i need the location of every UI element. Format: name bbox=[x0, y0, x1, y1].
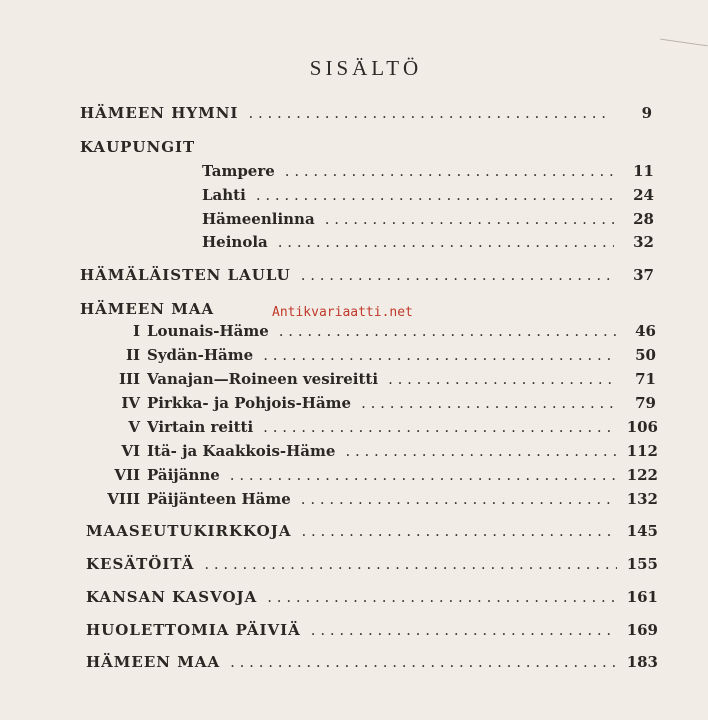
toc-page-number: 106 bbox=[626, 418, 658, 436]
toc-label: Vanajan—Roineen vesireitti bbox=[147, 370, 379, 388]
chapter-number: VII bbox=[114, 466, 140, 484]
toc-page-number: 37 bbox=[633, 266, 654, 284]
dot-leader bbox=[279, 322, 616, 340]
toc-page-number: 71 bbox=[635, 370, 656, 388]
toc-page-number: 145 bbox=[626, 522, 658, 540]
watermark: Antikvariaatti.net bbox=[272, 305, 413, 320]
toc-label: Päijänteen Häme bbox=[147, 490, 291, 508]
toc-page-number: 28 bbox=[633, 210, 654, 228]
toc-page-number: 11 bbox=[633, 162, 654, 180]
toc-label: Hämeenlinna bbox=[202, 210, 315, 228]
chapter-number: II bbox=[125, 346, 140, 364]
chapter-number: VI bbox=[121, 442, 140, 460]
toc-page-number: 112 bbox=[626, 442, 658, 460]
chapter-number: IV bbox=[121, 394, 140, 412]
toc-heading-hameen-maa: HÄMEEN MAA bbox=[80, 300, 215, 318]
toc-heading-kaupungit: KAUPUNGIT bbox=[80, 138, 196, 156]
toc-label: Pirkka- ja Pohjois-Häme bbox=[147, 394, 352, 412]
toc-page-number: 24 bbox=[633, 186, 654, 204]
toc-entry-chapter-1 bbox=[100, 322, 656, 344]
toc-entry-section-5 bbox=[86, 653, 658, 675]
dot-leader bbox=[301, 266, 614, 284]
toc-label: MAASEUTUKIRKKOJA bbox=[86, 522, 292, 540]
chapter-number: III bbox=[118, 370, 140, 388]
dot-leader bbox=[388, 370, 616, 388]
toc-entry-laulu bbox=[80, 266, 654, 288]
toc-label: Tampere bbox=[202, 162, 275, 180]
toc-entry-section-1 bbox=[86, 522, 658, 544]
toc-page-number: 46 bbox=[635, 322, 656, 340]
dot-leader bbox=[311, 621, 617, 639]
dot-leader bbox=[263, 346, 616, 364]
dot-leader bbox=[256, 186, 614, 204]
toc-entry-section-2 bbox=[86, 555, 658, 577]
toc-entry-hameenlinna bbox=[202, 210, 654, 232]
toc-label: HÄMEEN HYMNI bbox=[80, 104, 239, 122]
toc-label: Virtain reitti bbox=[147, 418, 254, 436]
chapter-number: I bbox=[132, 322, 140, 340]
toc-label: Päijänne bbox=[147, 466, 220, 484]
paper-crease bbox=[660, 39, 708, 47]
toc-entry-section-4 bbox=[86, 621, 658, 643]
dot-leader bbox=[248, 104, 612, 122]
toc-page-number: 32 bbox=[633, 233, 654, 251]
dot-leader bbox=[230, 653, 617, 671]
page-title: SISÄLTÖ bbox=[309, 56, 423, 80]
dot-leader bbox=[301, 522, 616, 540]
dot-leader bbox=[285, 162, 614, 180]
toc-entry-chapter-4 bbox=[100, 394, 656, 416]
dot-leader bbox=[301, 490, 617, 508]
dot-leader bbox=[267, 588, 616, 606]
toc-label: KANSAN KASVOJA bbox=[86, 588, 258, 606]
dot-leader bbox=[204, 555, 616, 573]
toc-page-number: 79 bbox=[635, 394, 656, 412]
toc-entry-chapter-8 bbox=[100, 490, 658, 512]
toc-page-number: 169 bbox=[626, 621, 658, 639]
toc-entry-lahti bbox=[202, 186, 654, 208]
toc-page-number: 183 bbox=[626, 653, 658, 671]
toc-entry-hymni bbox=[80, 104, 652, 126]
dot-leader bbox=[263, 418, 617, 436]
toc-entry-chapter-6 bbox=[100, 442, 658, 464]
toc-entry-chapter-7 bbox=[100, 466, 658, 488]
toc-label: KESÄTÖITÄ bbox=[86, 555, 195, 573]
toc-label: Lounais-Häme bbox=[147, 322, 269, 340]
dot-leader bbox=[325, 210, 614, 228]
toc-entry-chapter-5 bbox=[100, 418, 658, 440]
toc-label: HÄMÄLÄISTEN LAULU bbox=[80, 266, 291, 284]
dot-leader bbox=[230, 466, 617, 484]
toc-entry-section-3 bbox=[86, 588, 658, 610]
dot-leader bbox=[361, 394, 616, 412]
toc-page-number: 155 bbox=[626, 555, 658, 573]
toc-label: Sydän-Häme bbox=[147, 346, 254, 364]
toc-label: HUOLETTOMIA PÄIVIÄ bbox=[86, 621, 301, 639]
toc-entry-chapter-2 bbox=[100, 346, 656, 368]
toc-label: HÄMEEN MAA bbox=[86, 653, 221, 671]
toc-page-number: 50 bbox=[635, 346, 656, 364]
toc-entry-chapter-3 bbox=[100, 370, 656, 392]
dot-leader bbox=[278, 233, 614, 251]
toc-label: Itä- ja Kaakkois-Häme bbox=[147, 442, 336, 460]
dot-leader bbox=[345, 442, 616, 460]
toc-page-number: 9 bbox=[641, 104, 652, 122]
toc-page-number: 161 bbox=[626, 588, 658, 606]
toc-label: Heinola bbox=[202, 233, 268, 251]
toc-page-number: 122 bbox=[626, 466, 658, 484]
chapter-number: V bbox=[128, 418, 140, 436]
toc-entry-tampere bbox=[202, 162, 654, 184]
toc-label: Lahti bbox=[202, 186, 246, 204]
toc-entry-heinola bbox=[202, 233, 654, 255]
chapter-number: VIII bbox=[107, 490, 140, 508]
toc-page-number: 132 bbox=[626, 490, 658, 508]
